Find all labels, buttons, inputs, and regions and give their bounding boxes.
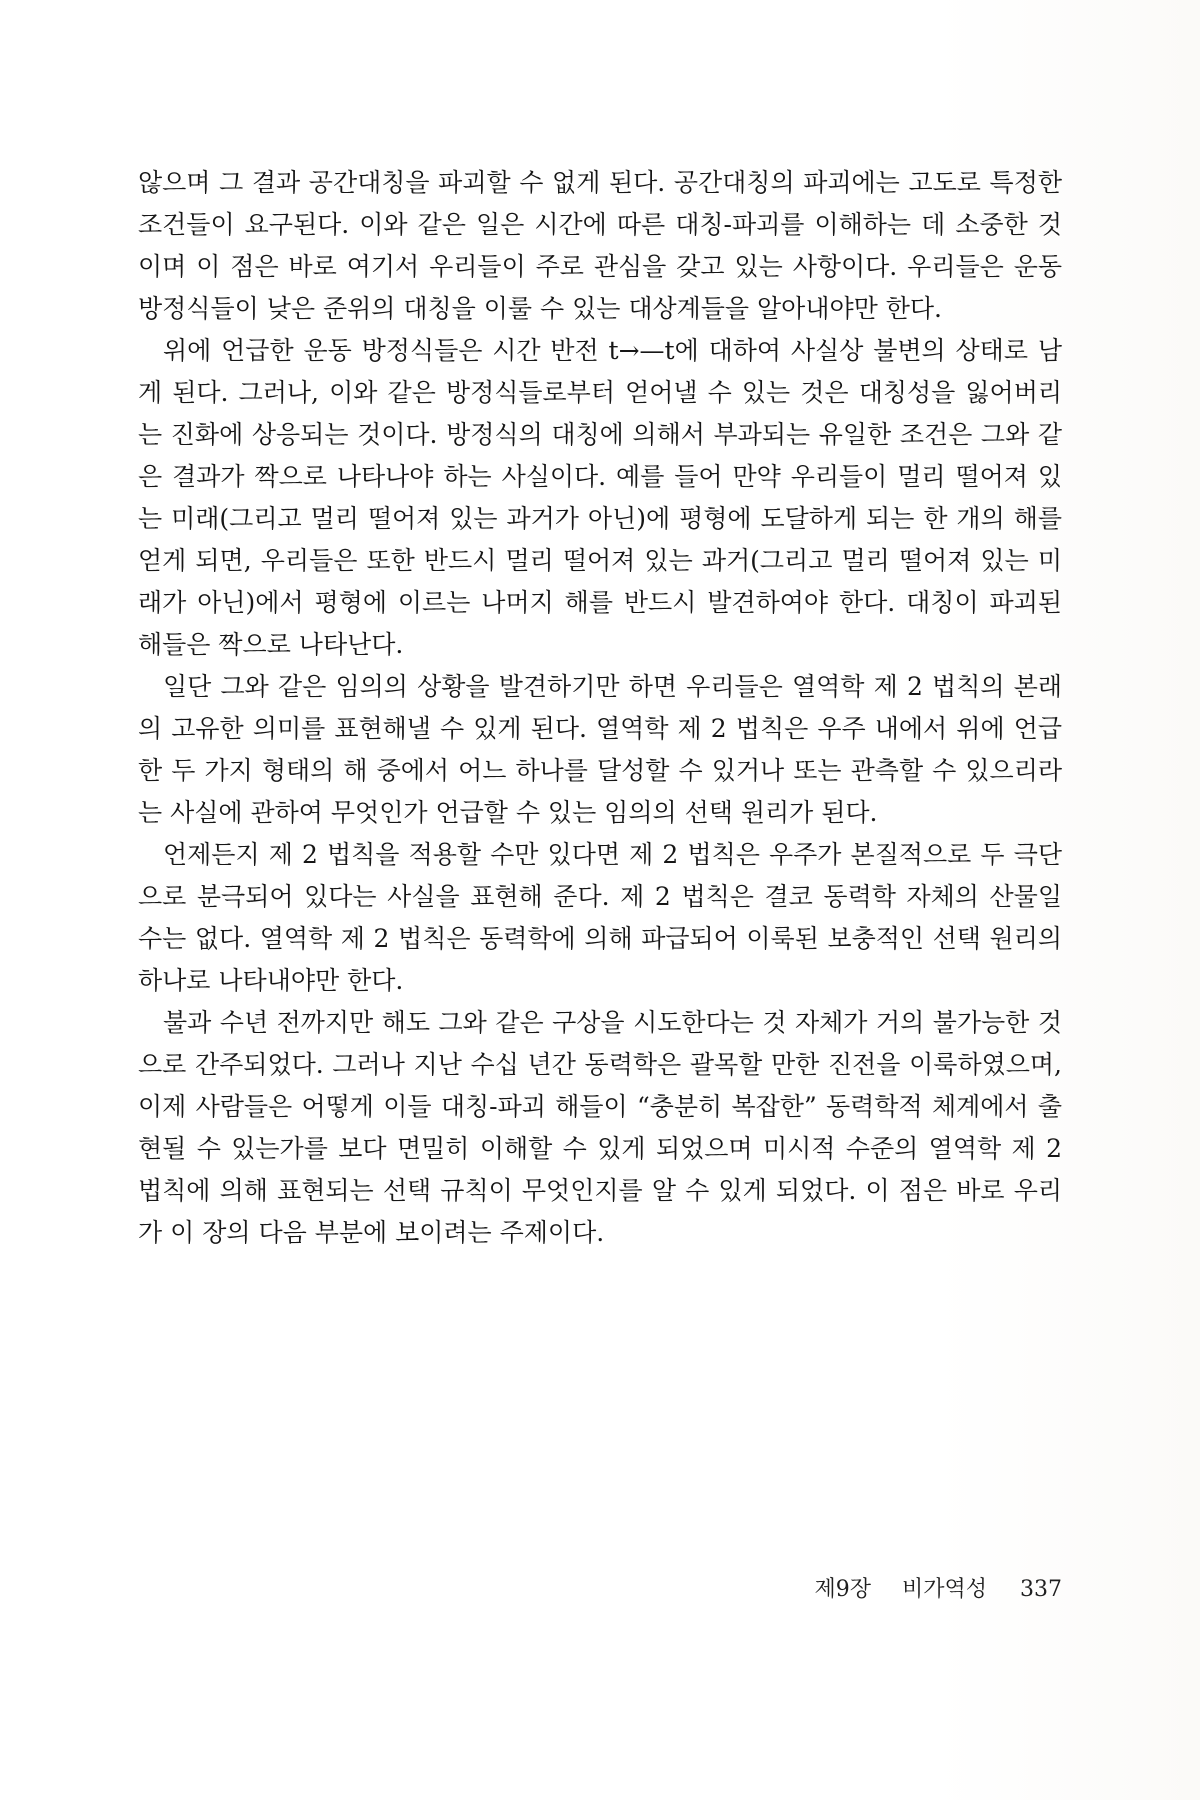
running-footer <box>138 1572 1062 1603</box>
page-number: 337 <box>1020 1577 1062 1602</box>
chapter-label: 제9장 <box>814 1577 871 1602</box>
paragraph-5: 불과 수년 전까지만 해도 그와 같은 구상을 시도한다는 것 자체가 거의 불가능한 것으로 간주되었다. 그러나 지난 수십 년간 동력학은 괄목할 만한 진전을 이룩하였으며, 이제 사람들은 어떻게 이들 대칭-파괴 해들이 “충분히 복잡한” 동력학적 체계에서 출현될 수 있는가를 보다 면밀히 이해할 수 있게 되었으며 미시적 수준의 열역학 제 2 법칙에 의해 표현되는 선택 규칙이 무엇인지를 알 수 있게 되었다. 이 점은 바로 우리가 이 장의 다음 부분에 보이려는 주제이다. <box>138 1008 1062 1247</box>
section-label: 비가역성 <box>901 1577 987 1602</box>
body-text <box>138 162 1062 1254</box>
paragraph-3: 일단 그와 같은 임의의 상황을 발견하기만 하면 우리들은 열역학 제 2 법칙의 본래의 고유한 의미를 표현해낼 수 있게 된다. 열역학 제 2 법칙은 우주 내에서 위에 언급한 두 가지 형태의 해 중에서 어느 하나를 달성할 수 있거나 또는 관측할 수 있으리라는 사실에 관하여 무엇인가 언급할 수 있는 임의의 선택 원리가 된다. <box>138 672 1062 827</box>
paragraph-2: 위에 언급한 운동 방정식들은 시간 반전 t→—t에 대하여 사실상 불변의 상태로 남게 된다. 그러나, 이와 같은 방정식들로부터 얻어낼 수 있는 것은 대칭성을 잃어버리는 진화에 상응되는 것이다. 방정식의 대칭에 의해서 부과되는 유일한 조건은 그와 같은 결과가 짝으로 나타나야 하는 사실이다. 예를 들어 만약 우리들이 멀리 떨어져 있는 미래(그리고 멀리 떨어져 있는 과거가 아닌)에 평형에 도달하게 되는 한 개의 해를 얻게 되면, 우리들은 또한 반드시 멀리 떨어져 있는 과거(그리고 멀리 떨어져 있는 미래가 아닌)에서 평형에 이르는 나머지 해를 반드시 발견하여야 한다. 대칭이 파괴된 해들은 짝으로 나타난다. <box>138 336 1062 659</box>
paragraph-1: 않으며 그 결과 공간대칭을 파괴할 수 없게 된다. 공간대칭의 파괴에는 고도로 특정한 조건들이 요구된다. 이와 같은 일은 시간에 따른 대칭-파괴를 이해하는 데 소중한 것이며 이 점은 바로 여기서 우리들이 주로 관심을 갖고 있는 사항이다. 우리들은 운동 방정식들이 낮은 준위의 대칭을 이룰 수 있는 대상계들을 알아내야만 한다. <box>138 168 1062 323</box>
paragraph-4: 언제든지 제 2 법칙을 적용할 수만 있다면 제 2 법칙은 우주가 본질적으로 두 극단으로 분극되어 있다는 사실을 표현해 준다. 제 2 법칙은 결코 동력학 자체의 산물일 수는 없다. 열역학 제 2 법칙은 동력학에 의해 파급되어 이룩된 보충적인 선택 원리의 하나로 나타내야만 한다. <box>138 840 1062 995</box>
